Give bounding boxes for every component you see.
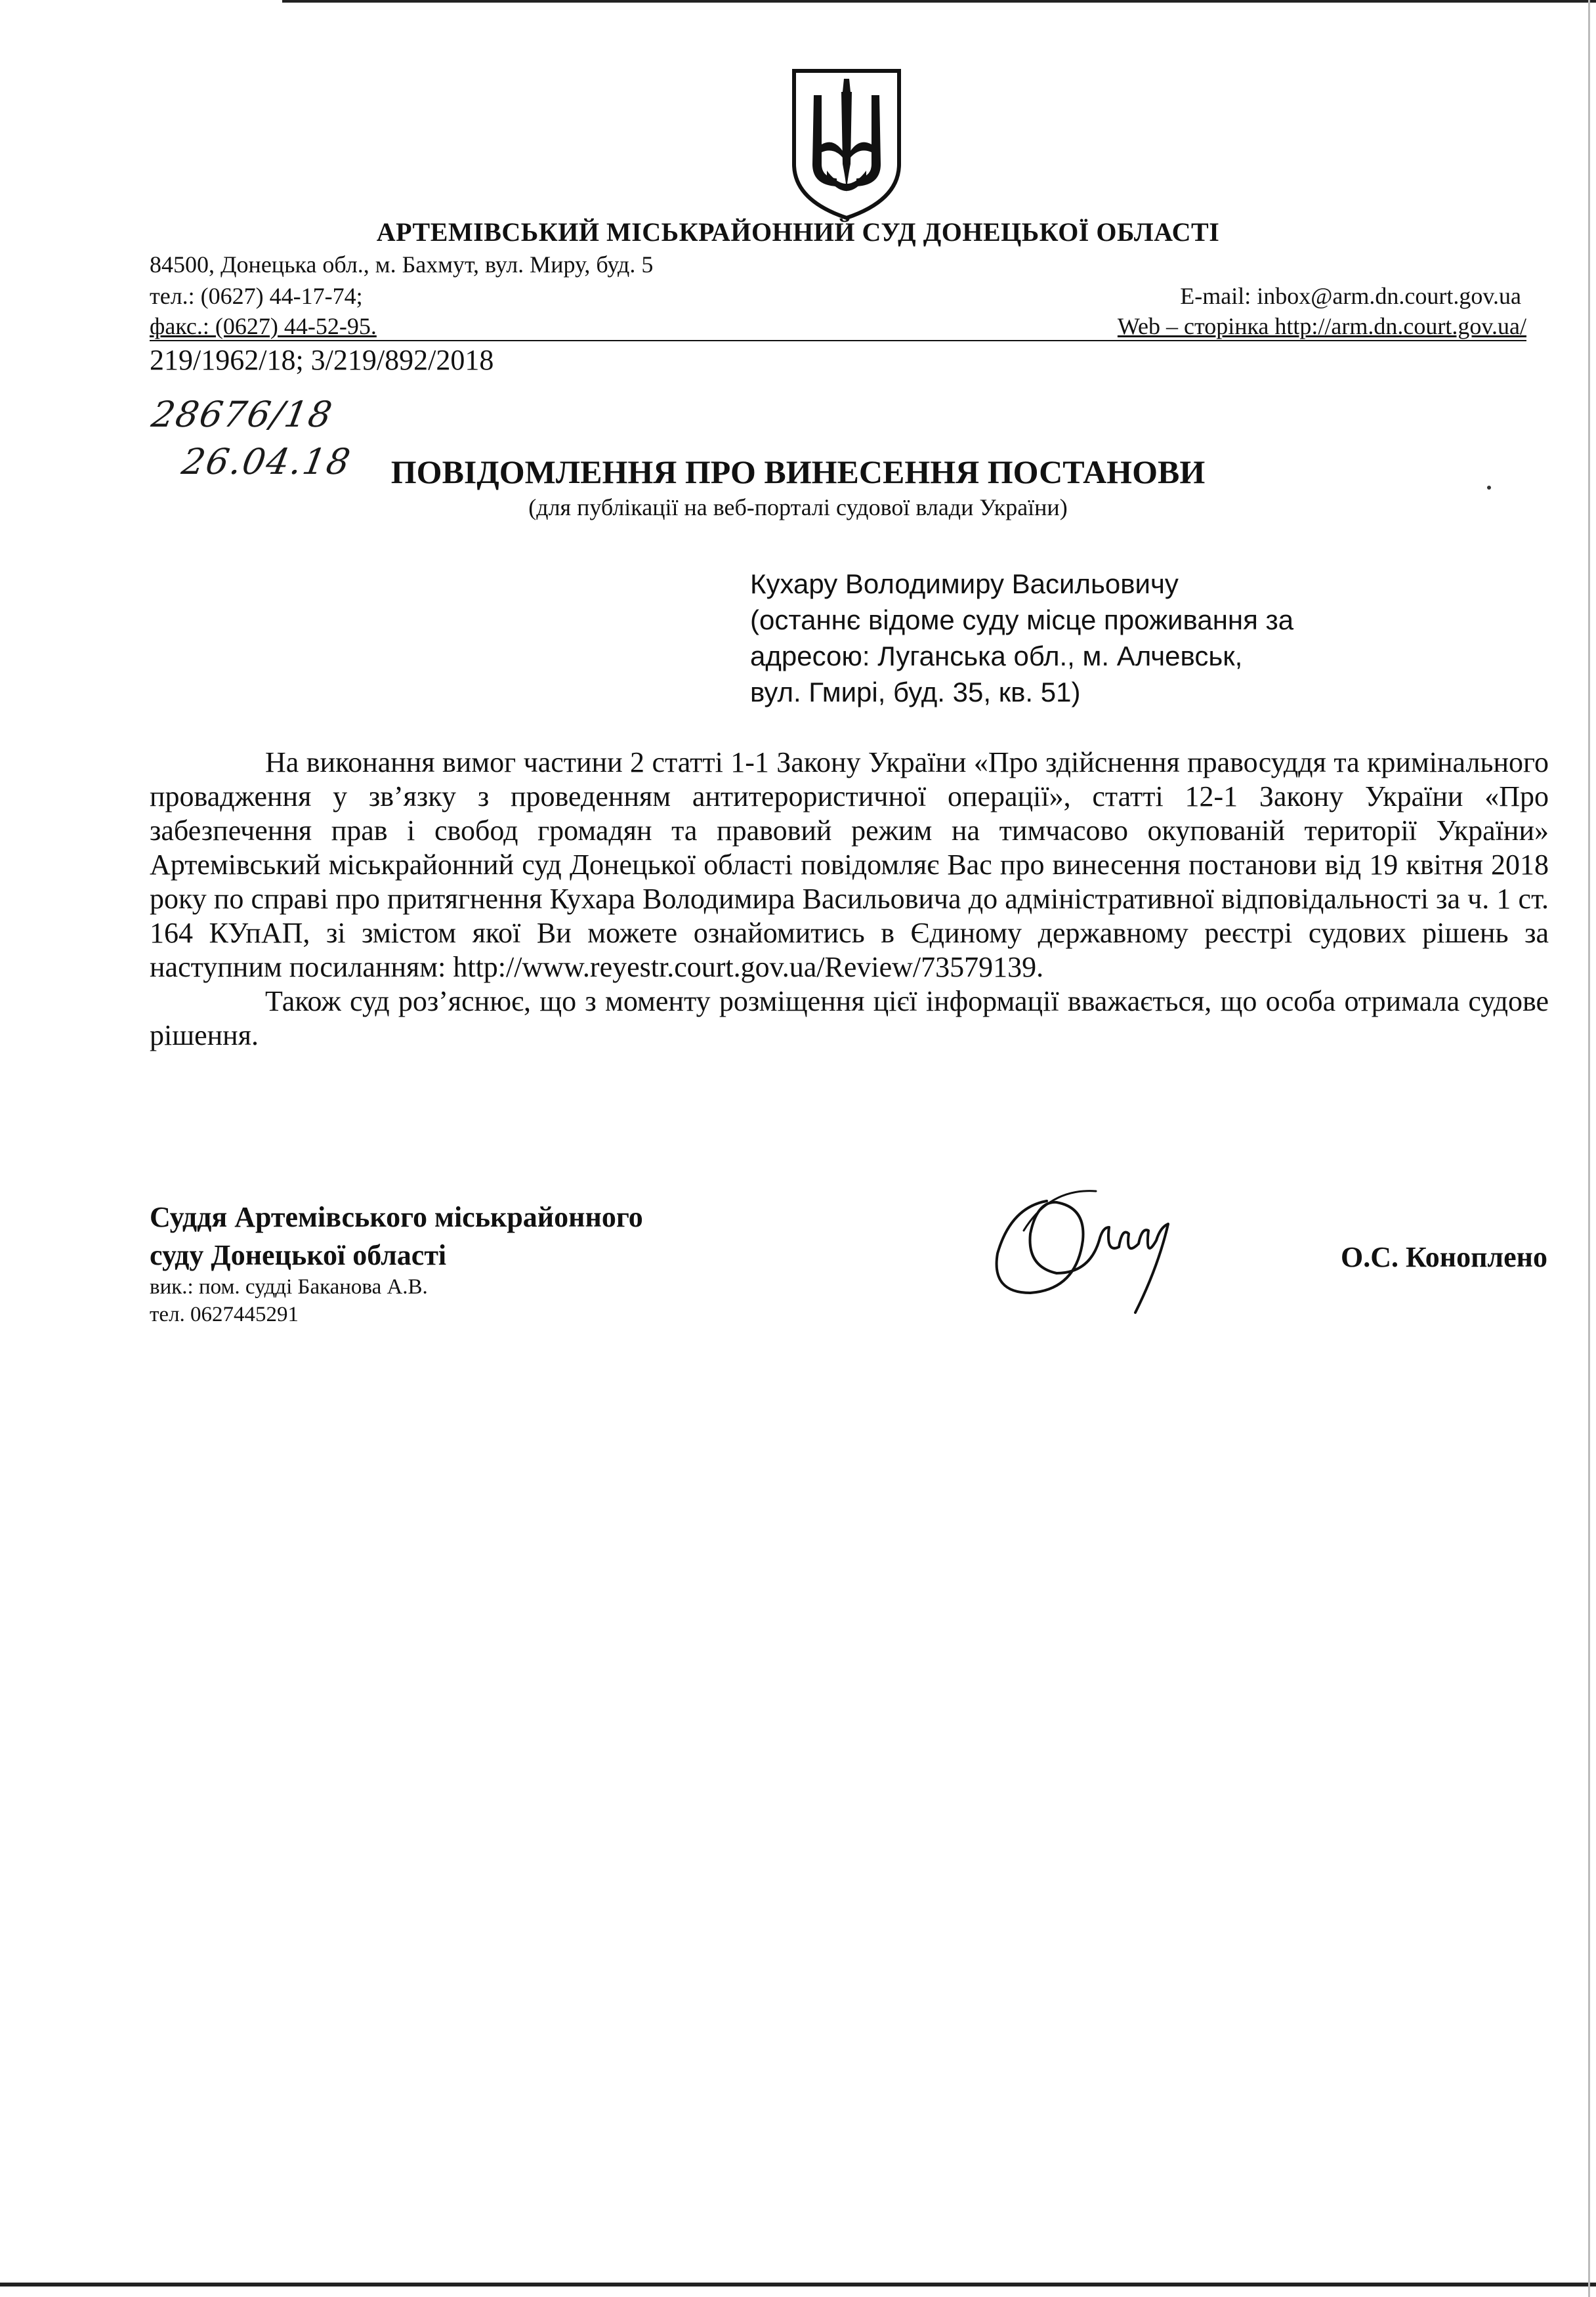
handwritten-signature: [984, 1162, 1181, 1319]
recipient-line: Кухару Володимиру Васильовичу: [750, 568, 1179, 599]
judge-title: [150, 1198, 643, 1275]
notice-body: [150, 746, 1549, 1053]
recipient-line: (останнє відоме суду місце проживання за: [750, 604, 1294, 635]
notice-title: ПОВІДОМЛЕННЯ ПРО ВИНЕСЕННЯ ПОСТАНОВИ: [390, 453, 1206, 490]
coat-of-arms-icon: [788, 66, 906, 223]
notice-subtitle: (для публікації на веб-порталі судової влади України): [528, 494, 1068, 520]
body-paragraph: Також суд роз’яснює, що з моменту розміщення цієї інформації вважається, що особа отримала судове рішення.: [150, 985, 1549, 1051]
header-divider: [150, 340, 1526, 341]
recipient-line: вул. Гмирі, буд. 35, кв. 51): [750, 677, 1081, 707]
handwritten-registration-number: 28676/18: [148, 394, 337, 435]
court-website: Web – сторінка http://arm.dn.court.gov.ua/: [1117, 313, 1526, 339]
court-name: АРТЕМІВСЬКИЙ МІСЬКРАЙОННИЙ СУД ДОНЕЦЬКОЇ ОБЛАСТІ: [376, 217, 1220, 247]
scan-edge-bottom: [0, 2283, 1596, 2286]
scan-edge-top: [282, 0, 1596, 3]
executor-phone: тел. 0627445291: [150, 1303, 299, 1326]
recipient-block: [750, 566, 1505, 710]
judge-title-line: Суддя Артемівського міськрайонного: [150, 1201, 643, 1233]
body-paragraph: На виконання вимог частини 2 статті 1-1 Закону України «Про здійснення правосуддя та кримінального провадження у зв’язку з проведенням антитерористичної операції», статті 12-1 Закону України «Про забезпечення прав і свобод громадян та правовий режим на тимчасово окупованій території України» Артемівський міськрайонний суд Донецької області повідомляє Вас про винесення постанови від 19 квітня 2018 року по справі про притягнення Кухара Володимира Васильовича до адміністративної відповідальності за ч. 1 ст. 164 КУпАП, зі змістом якої Ви можете ознайомитись в Єдиному державному реєстрі судових рішень за наступним посиланням: http://www.reyestr.court.gov.ua/Review/73579139.: [150, 746, 1549, 983]
judge-name: О.С. Коноплено: [1341, 1241, 1547, 1273]
court-address: 84500, Донецька обл., м. Бахмут, вул. Миру, буд. 5: [150, 251, 654, 278]
scan-speck: [1487, 486, 1491, 490]
executor: вик.: пом. судді Баканова А.В.: [150, 1275, 428, 1299]
judge-title-line: суду Донецької області: [150, 1239, 447, 1271]
scan-edge-right: [1588, 0, 1590, 2297]
handwritten-registration-date: 26.04.18: [178, 441, 355, 482]
court-fax: факс.: (0627) 44-52-95.: [150, 313, 377, 339]
court-email: E-mail: inbox@arm.dn.court.gov.ua: [1180, 283, 1521, 309]
recipient-line: адресою: Луганська обл., м. Алчевськ,: [750, 641, 1243, 671]
court-phone: тел.: (0627) 44-17-74;: [150, 283, 363, 309]
case-numbers: 219/1962/18; 3/219/892/2018: [150, 344, 494, 376]
